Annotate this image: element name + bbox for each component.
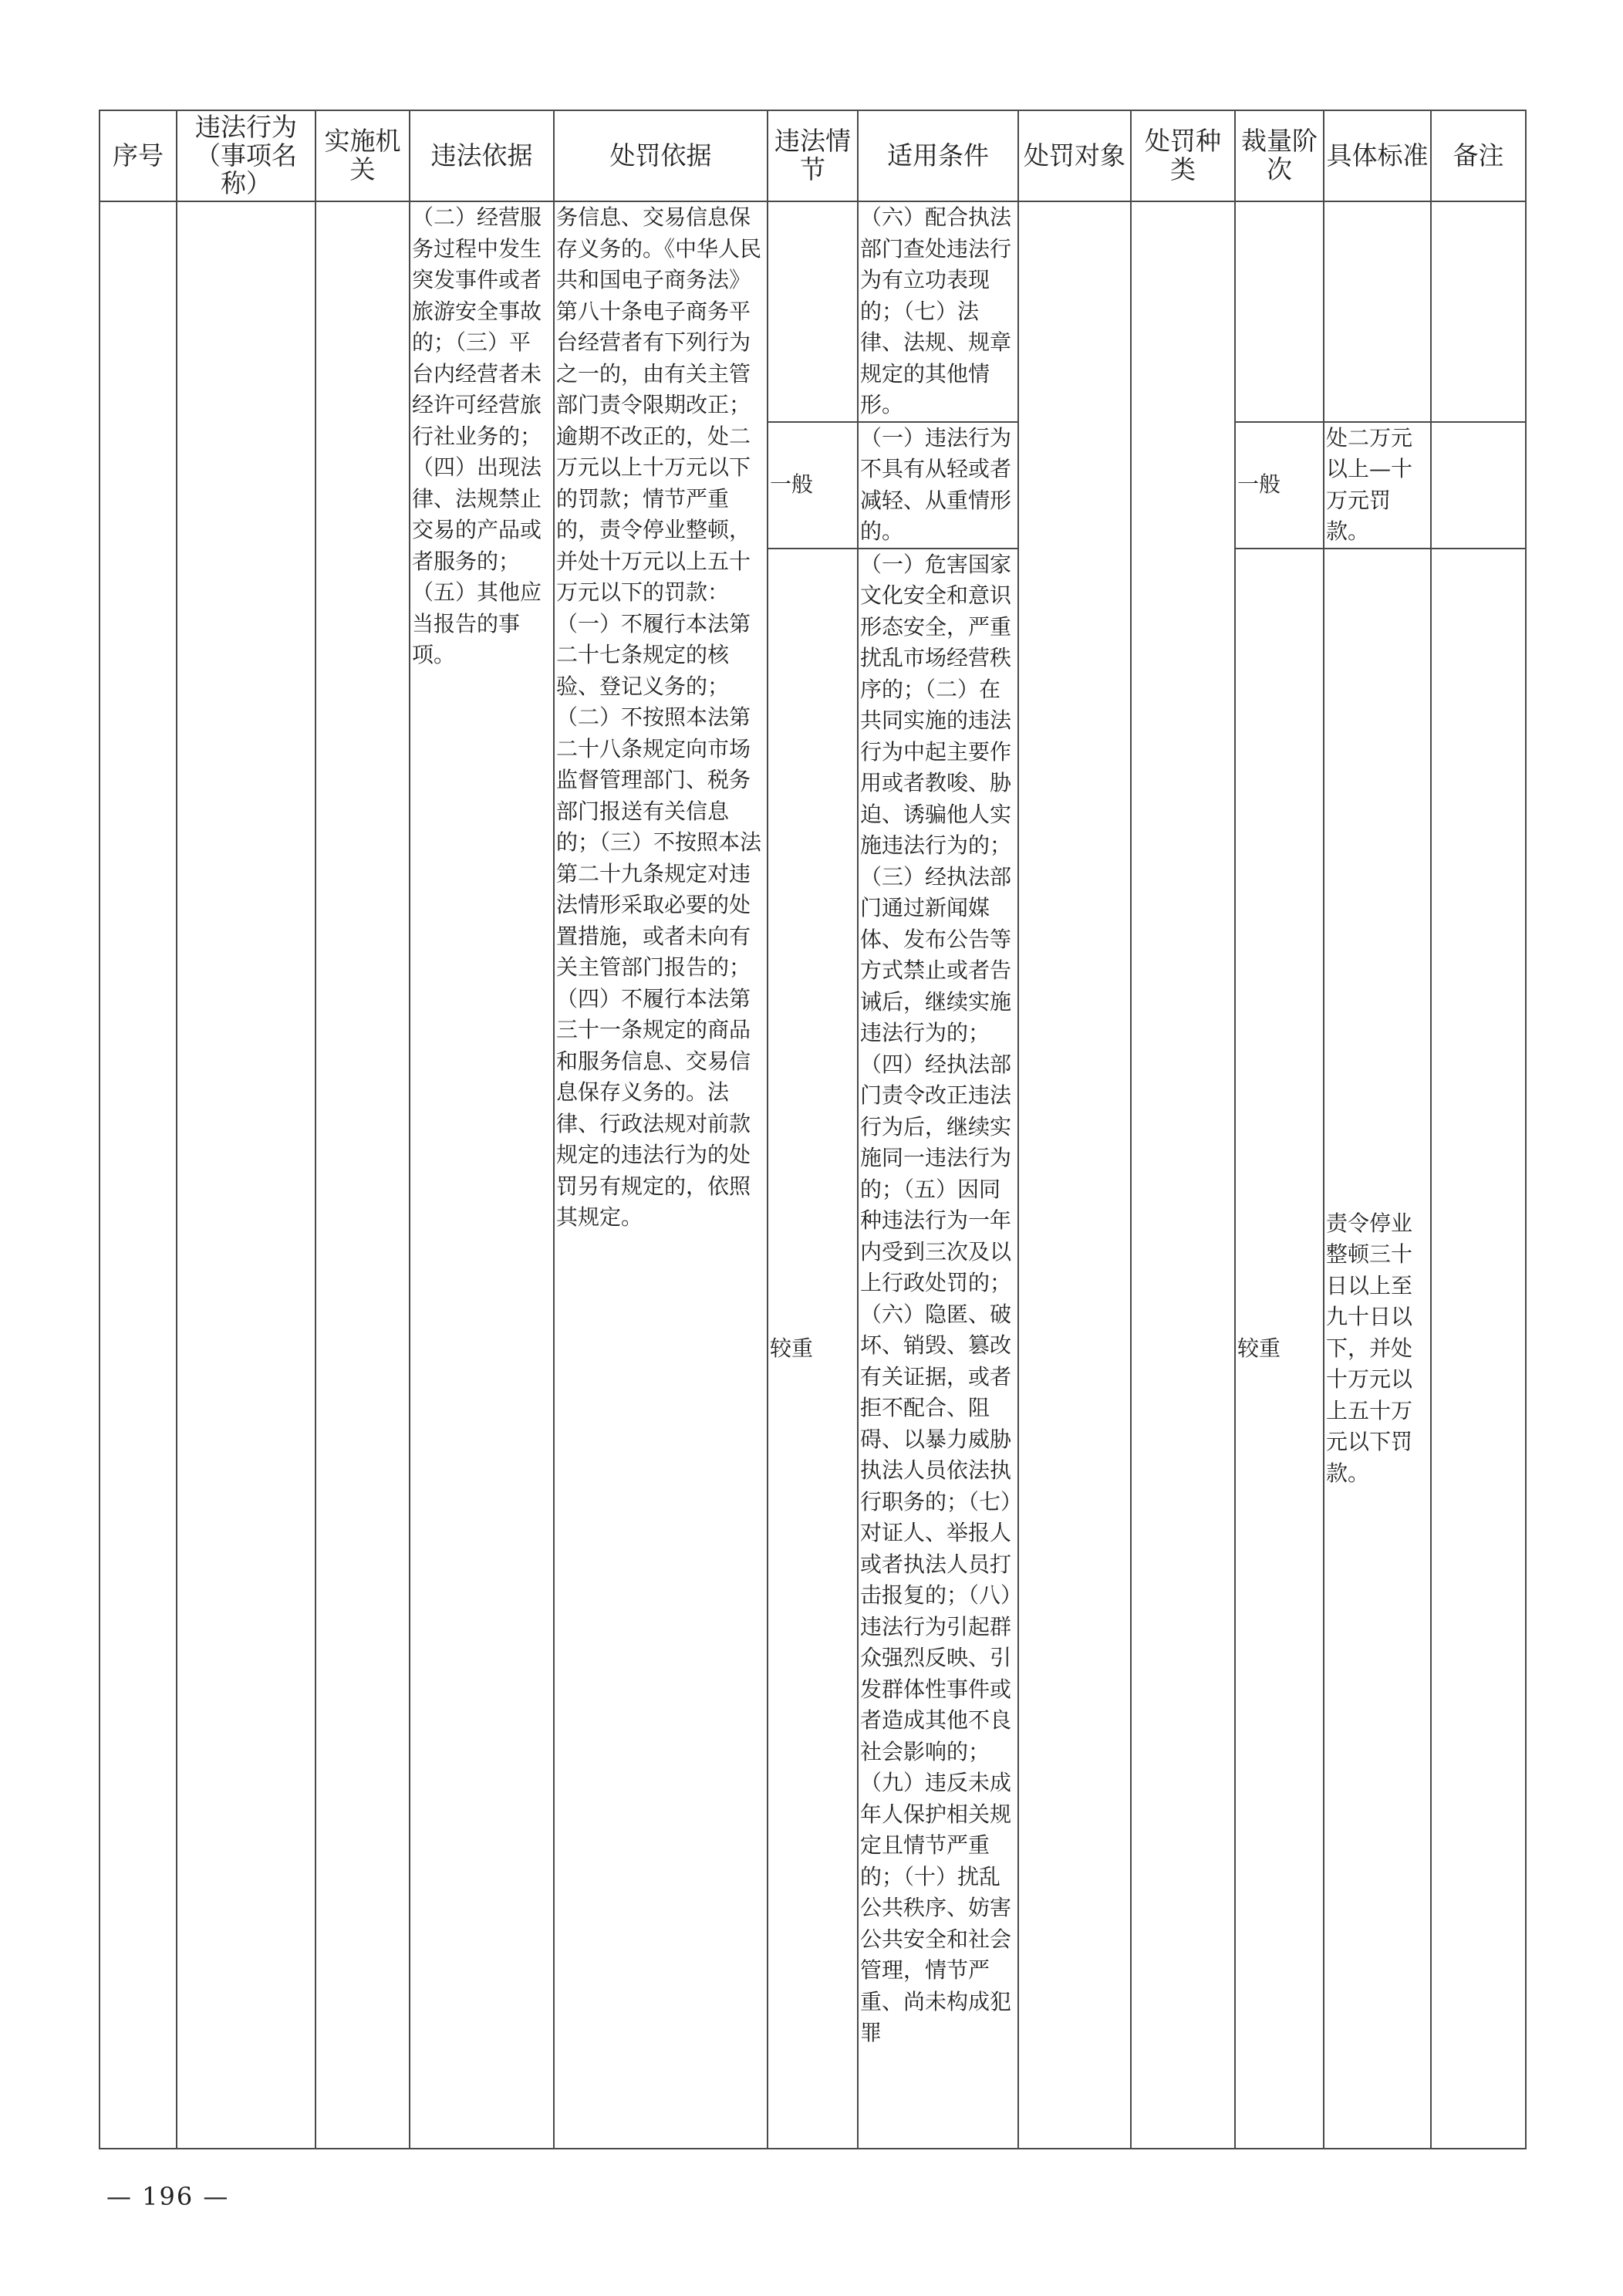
header-penalty-basis: 处罚依据 (554, 110, 768, 201)
penalty-basis-cell: 务信息、交易信息保存义务的。《中华人民共和国电子商务法》第八十条电子商务平台经营者有下列行为之一的，由有关主管部门责令限期改正；逾期不改正的，处二万元以上十万元以下的罚款；情节严重的，责令停业整顿，并处十万元以上五十万元以下的罚款：（一）不履行本法第二十七条规定的核验、登记义务的；（二）不按照本法第二十八条规定向市场监督管理部门、税务部门报送有关信息的；（三）不按照本法第二十九条规定对违法情形采取必要的处置措施，或者未向有关主管部门报告的；（四）不履行本法第三十一条规定的商品和服务信息、交易信息保存义务的。法律、行政法规对前款规定的违法行为的处罚另有规定的，依照其规定。 (554, 201, 768, 2149)
header-discretion-level: 裁量阶次 (1235, 110, 1324, 201)
header-illegal-act: 违法行为（事项名称） (177, 110, 315, 201)
conditions-cell: （六）配合执法部门查处违法行为有立功表现的；（七）法律、法规、规章规定的其他情形。 (858, 201, 1018, 422)
illegal-act-cell (177, 201, 315, 2149)
circumstance-cell: 较重 (768, 549, 858, 2149)
header-agency: 实施机关 (315, 110, 410, 201)
penalty-type-cell (1131, 201, 1235, 2149)
remarks-cell (1431, 549, 1526, 2149)
standard-cell: 处二万元以上—十万元罚款。 (1324, 422, 1431, 549)
header-seq: 序号 (100, 110, 177, 201)
remarks-cell (1431, 201, 1526, 422)
circumstance-cell (768, 201, 858, 422)
header-standard: 具体标准 (1324, 110, 1431, 201)
penalty-discretion-table (99, 110, 1527, 2149)
seq-cell (100, 201, 177, 2149)
table-row (100, 201, 1526, 422)
discretion-level-cell (1235, 201, 1324, 422)
conditions-cell: （一）违法行为不具有从轻或者减轻、从重情形的。 (858, 422, 1018, 549)
agency-cell (315, 201, 410, 2149)
illegal-basis-cell: （二）经营服务过程中发生突发事件或者旅游安全事故的；（三）平台内经营者未经许可经营旅行社业务的；（四）出现法律、法规禁止交易的产品或者服务的；（五）其他应当报告的事项。 (410, 201, 554, 2149)
table-header-row (100, 110, 1526, 201)
header-remarks: 备注 (1431, 110, 1526, 201)
conditions-cell: （一）危害国家文化安全和意识形态安全，严重扰乱市场经营秩序的；（二）在共同实施的违法行为中起主要作用或者教唆、胁迫、诱骗他人实施违法行为的；（三）经执法部门通过新闻媒体、发布公告等方式禁止或者告诫后，继续实施违法行为的；（四）经执法部门责令改正违法行为后，继续实施同一违法行为的；（五）因同种违法行为一年内受到三次及以上行政处罚的；（六）隐匿、破坏、销毁、篡改有关证据，或者拒不配合、阻碍、以暴力威胁执法人员依法执行职务的；（七）对证人、举报人或者执法人员打击报复的；（八）违法行为引起群众强烈反映、引发群体性事件或者造成其他不良社会影响的；（九）违反未成年人保护相关规定且情节严重的；（十）扰乱公共秩序、妨害公共安全和社会管理，情节严重、尚未构成犯罪 (858, 549, 1018, 2149)
standard-cell (1324, 201, 1431, 422)
remarks-cell (1431, 422, 1526, 549)
header-penalty-type: 处罚种类 (1131, 110, 1235, 201)
discretion-level-cell: 较重 (1235, 549, 1324, 2149)
standard-cell: 责令停业整顿三十日以上至九十日以下，并处十万元以上五十万元以下罚款。 (1324, 549, 1431, 2149)
header-illegal-basis: 违法依据 (410, 110, 554, 201)
circumstance-cell: 一般 (768, 422, 858, 549)
discretion-level-cell: 一般 (1235, 422, 1324, 549)
page-number: — 196 — (106, 2182, 230, 2211)
penalty-target-cell (1018, 201, 1131, 2149)
header-conditions: 适用条件 (858, 110, 1018, 201)
header-circumstance: 违法情节 (768, 110, 858, 201)
header-penalty-target: 处罚对象 (1018, 110, 1131, 201)
